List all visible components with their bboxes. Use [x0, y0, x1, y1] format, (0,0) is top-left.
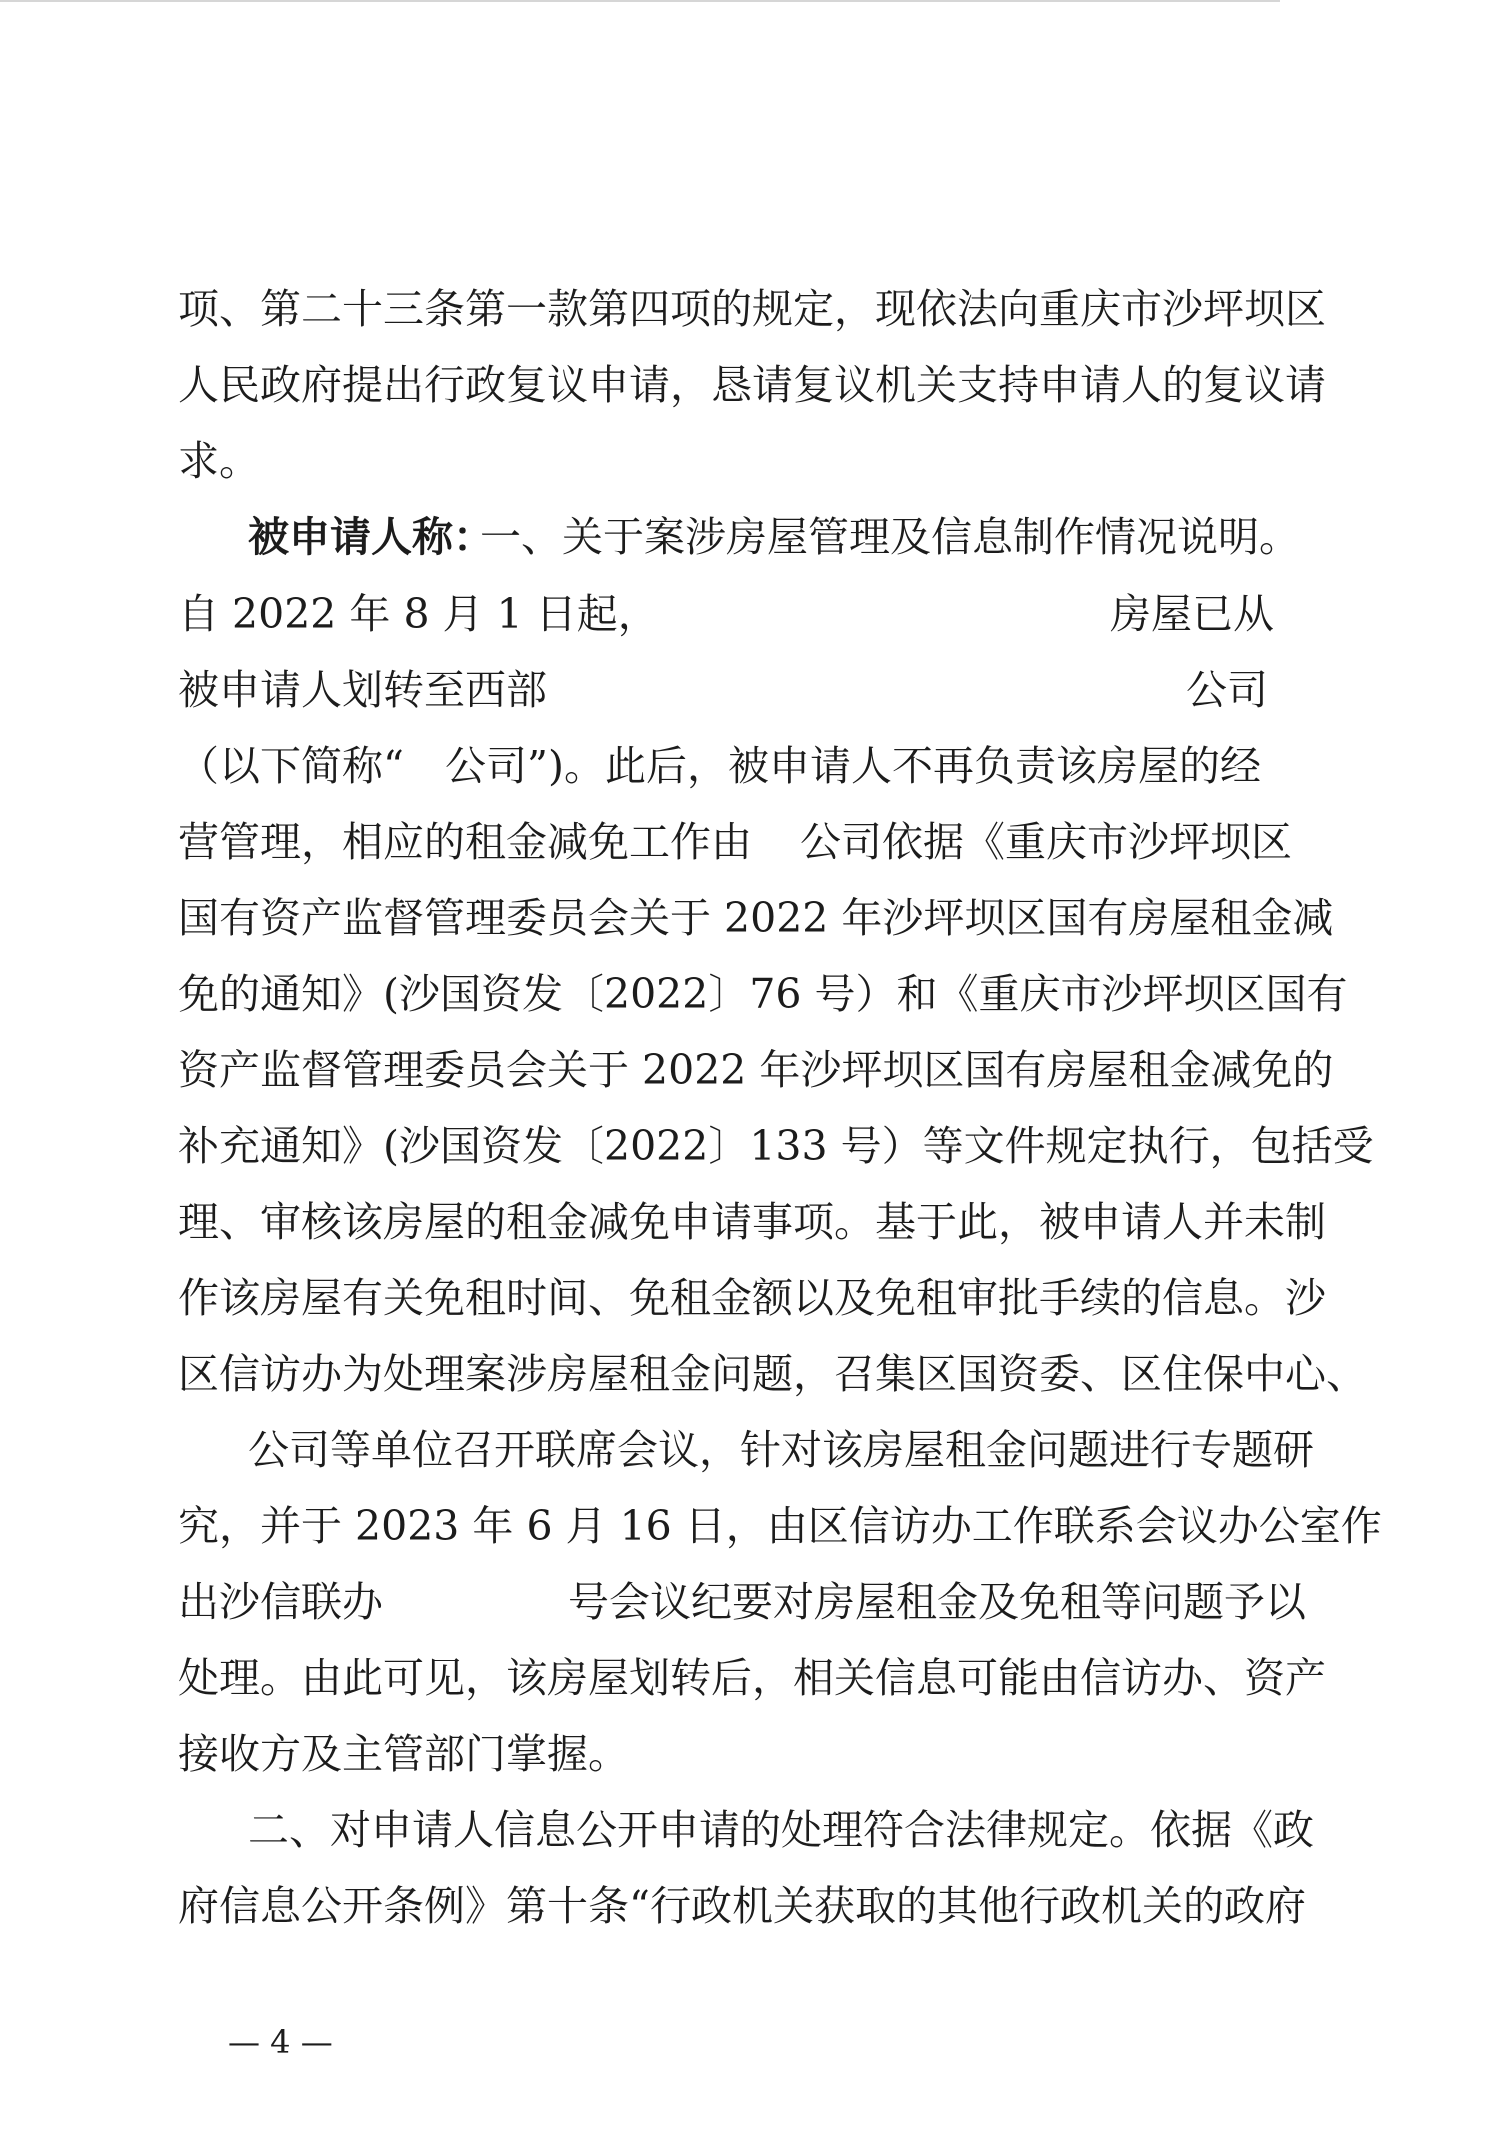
text-line [0, 347, 1487, 423]
respondent-label: 被申请人称： [248, 513, 494, 561]
text-line [0, 1716, 1487, 1792]
text-line [0, 1488, 1487, 1564]
text-line [0, 271, 1487, 347]
text-segment: 免的通知》(沙国资发〔2022〕76 号）和《重庆市沙坪坝区国有 [178, 970, 1348, 1018]
text-segment: 出沙信联办 [178, 1578, 383, 1626]
text-segment: 公司依据《重庆市沙坪坝区 [800, 818, 1292, 866]
text-segment: 国有资产监督管理委员会关于 2022 年沙坪坝区国有房屋租金减 [178, 894, 1334, 942]
text-line [0, 1336, 1487, 1412]
text-segment: 自 2022 年 8 月 1 日起， [178, 590, 659, 638]
text-segment: 理、审核该房屋的租金减免申请事项。基于此，被申请人并未制 [178, 1198, 1326, 1246]
text-segment: 人民政府提出行政复议申请，恳请复议机关支持申请人的复议请 [178, 361, 1326, 409]
text-segment: （以下简称“ [178, 742, 404, 790]
page-footer [0, 2022, 1487, 2062]
text-line [0, 1032, 1487, 1108]
text-segment: 号会议纪要对房屋租金及免租等问题予以 [568, 1578, 1306, 1626]
text-line [0, 1412, 1487, 1488]
text-line [0, 1260, 1487, 1336]
text-segment: 营管理，相应的租金减免工作由 [178, 818, 752, 866]
text-line [0, 880, 1487, 956]
text-segment: 房屋已从 [1110, 590, 1274, 638]
text-line [0, 652, 1487, 728]
text-segment: 府信息公开条例》第十条“行政机关获取的其他行政机关的政府 [178, 1882, 1306, 1930]
text-line [0, 1640, 1487, 1716]
text-line [0, 1868, 1487, 1944]
text-segment: 项、第二十三条第一款第四项的规定，现依法向重庆市沙坪坝区 [178, 285, 1326, 333]
text-segment: 公司等单位召开联席会议，针对该房屋租金问题进行专题研 [248, 1426, 1314, 1474]
text-segment: 区信访办为处理案涉房屋租金问题，召集区国资委、区住保中心、 [178, 1350, 1367, 1398]
text-line [0, 728, 1487, 804]
text-segment: 公司 [1186, 666, 1268, 714]
text-segment: 求。 [178, 437, 260, 485]
text-line [0, 956, 1487, 1032]
scan-edge-line [0, 0, 1280, 2]
text-line [0, 1564, 1487, 1640]
text-segment: 补充通知》(沙国资发〔2022〕133 号）等文件规定执行，包括受 [178, 1122, 1374, 1170]
text-segment: 一、关于案涉房屋管理及信息制作情况说明。 [480, 513, 1300, 561]
page-number: — 4 — [228, 2023, 333, 2061]
text-line [0, 1184, 1487, 1260]
text-segment: 二、对申请人信息公开申请的处理符合法律规定。依据《政 [248, 1806, 1314, 1854]
text-segment: 接收方及主管部门掌握。 [178, 1730, 629, 1778]
text-line [0, 423, 1487, 499]
text-line [0, 1792, 1487, 1868]
text-line [0, 1108, 1487, 1184]
text-segment: 公司”)。此后，被申请人不再负责该房屋的经 [445, 742, 1261, 790]
text-line [0, 576, 1487, 652]
text-segment: 被申请人划转至西部 [178, 666, 547, 714]
text-line [0, 804, 1487, 880]
text-segment: 处理。由此可见，该房屋划转后，相关信息可能由信访办、资产 [178, 1654, 1326, 1702]
text-segment: 资产监督管理委员会关于 2022 年沙坪坝区国有房屋租金减免的 [178, 1046, 1334, 1094]
text-segment: 究，并于 2023 年 6 月 16 日，由区信访办工作联系会议办公室作 [178, 1502, 1382, 1550]
text-line [0, 499, 1487, 575]
text-segment: 作该房屋有关免租时间、免租金额以及免租审批手续的信息。沙 [178, 1274, 1326, 1322]
